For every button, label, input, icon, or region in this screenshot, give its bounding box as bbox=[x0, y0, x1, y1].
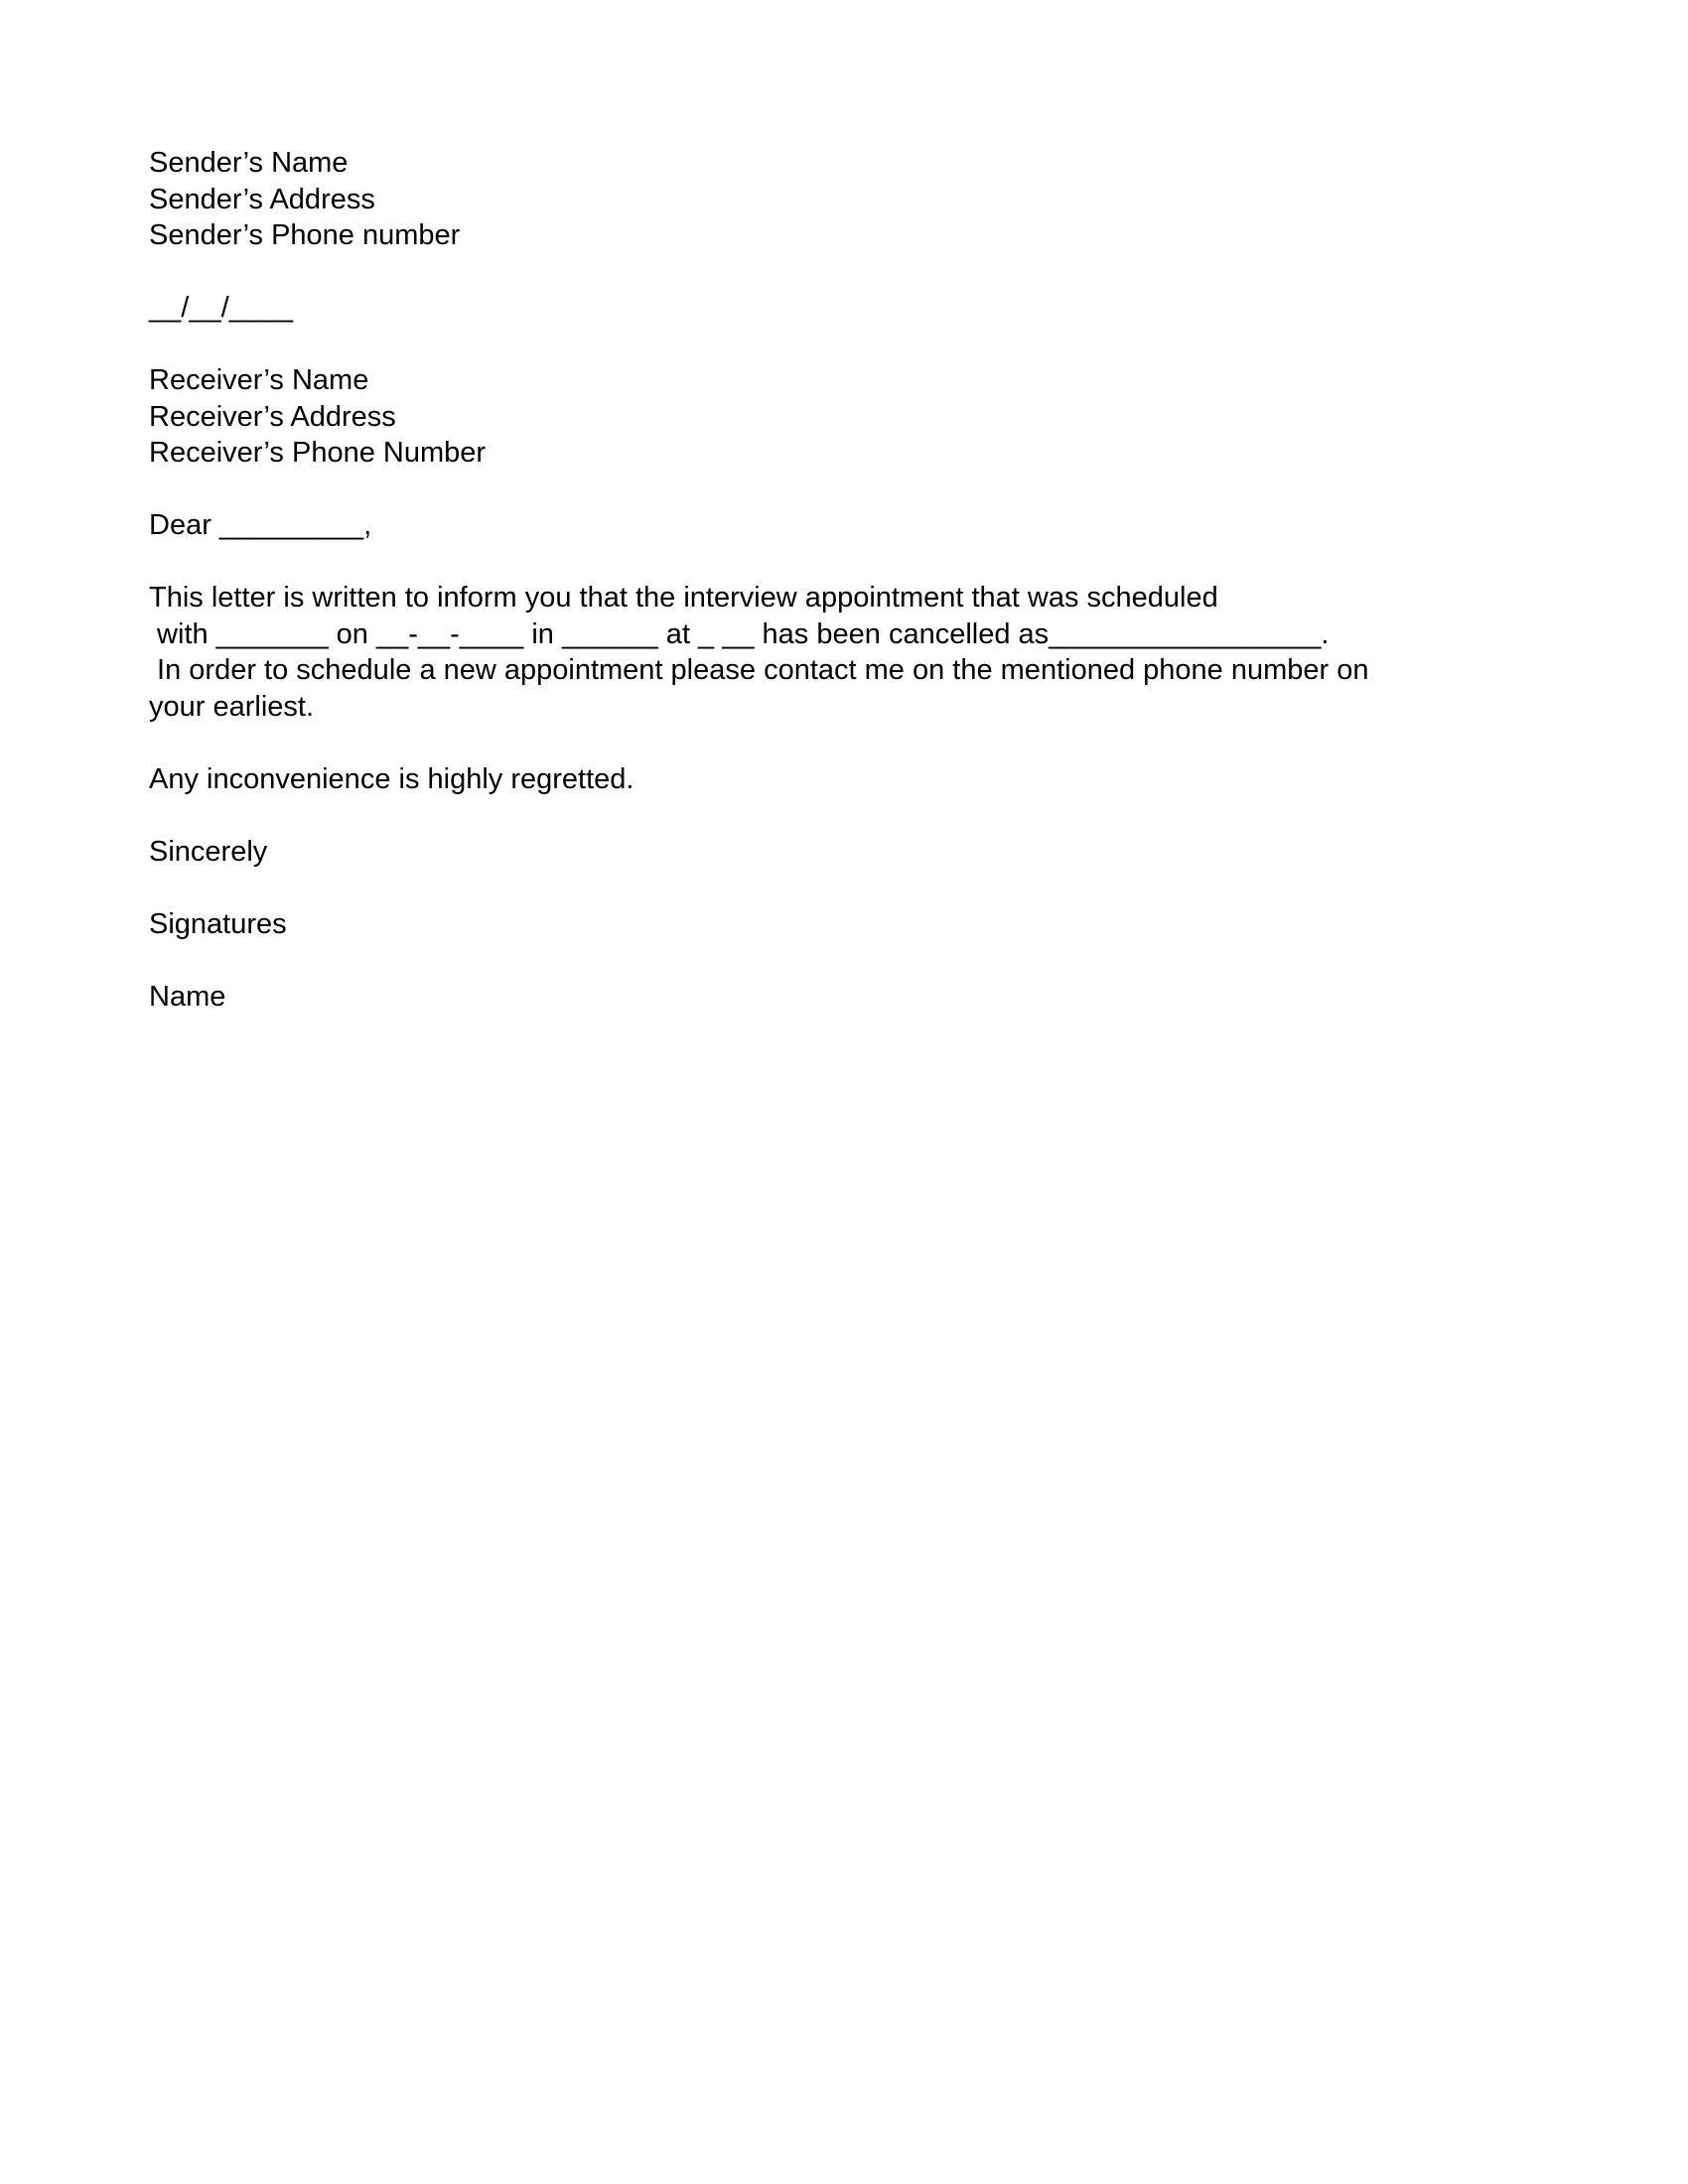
sender-phone: Sender’s Phone number bbox=[149, 219, 461, 251]
spacer bbox=[149, 797, 1340, 834]
regret-line: Any inconvenience is highly regretted. bbox=[149, 762, 634, 795]
signature-line: Signatures bbox=[149, 907, 287, 940]
spacer bbox=[149, 544, 1340, 581]
spacer bbox=[149, 942, 1340, 979]
body-paragraph bbox=[149, 580, 1369, 725]
salutation: Dear _________, bbox=[149, 509, 372, 541]
sender-address: Sender’s Address bbox=[149, 183, 375, 215]
body-line: In order to schedule a new appointment please contact me on the mentioned phone number on bbox=[149, 654, 1369, 686]
receiver-block bbox=[149, 362, 1340, 472]
spacer bbox=[149, 870, 1340, 906]
body-line: This letter is written to inform you that the interview appointment that was scheduled bbox=[149, 582, 1218, 614]
closing-name: Name bbox=[149, 980, 226, 1013]
letter-body bbox=[149, 145, 1369, 1015]
receiver-name: Receiver’s Name bbox=[149, 364, 369, 396]
receiver-phone: Receiver’s Phone Number bbox=[149, 437, 487, 469]
body-line: with _______ on __-__-____ in ______ at _ __ has been cancelled as_________________. bbox=[149, 617, 1330, 650]
valediction: Sincerely bbox=[149, 835, 268, 868]
sender-name: Sender’s Name bbox=[149, 147, 349, 179]
spacer bbox=[149, 725, 1340, 761]
spacer bbox=[149, 254, 1340, 291]
body-line: your earliest. bbox=[149, 690, 315, 723]
spacer bbox=[149, 472, 1340, 508]
date-line: __/__/____ bbox=[149, 292, 294, 324]
receiver-address: Receiver’s Address bbox=[149, 400, 396, 433]
sender-block bbox=[149, 145, 1340, 254]
spacer bbox=[149, 327, 1340, 363]
